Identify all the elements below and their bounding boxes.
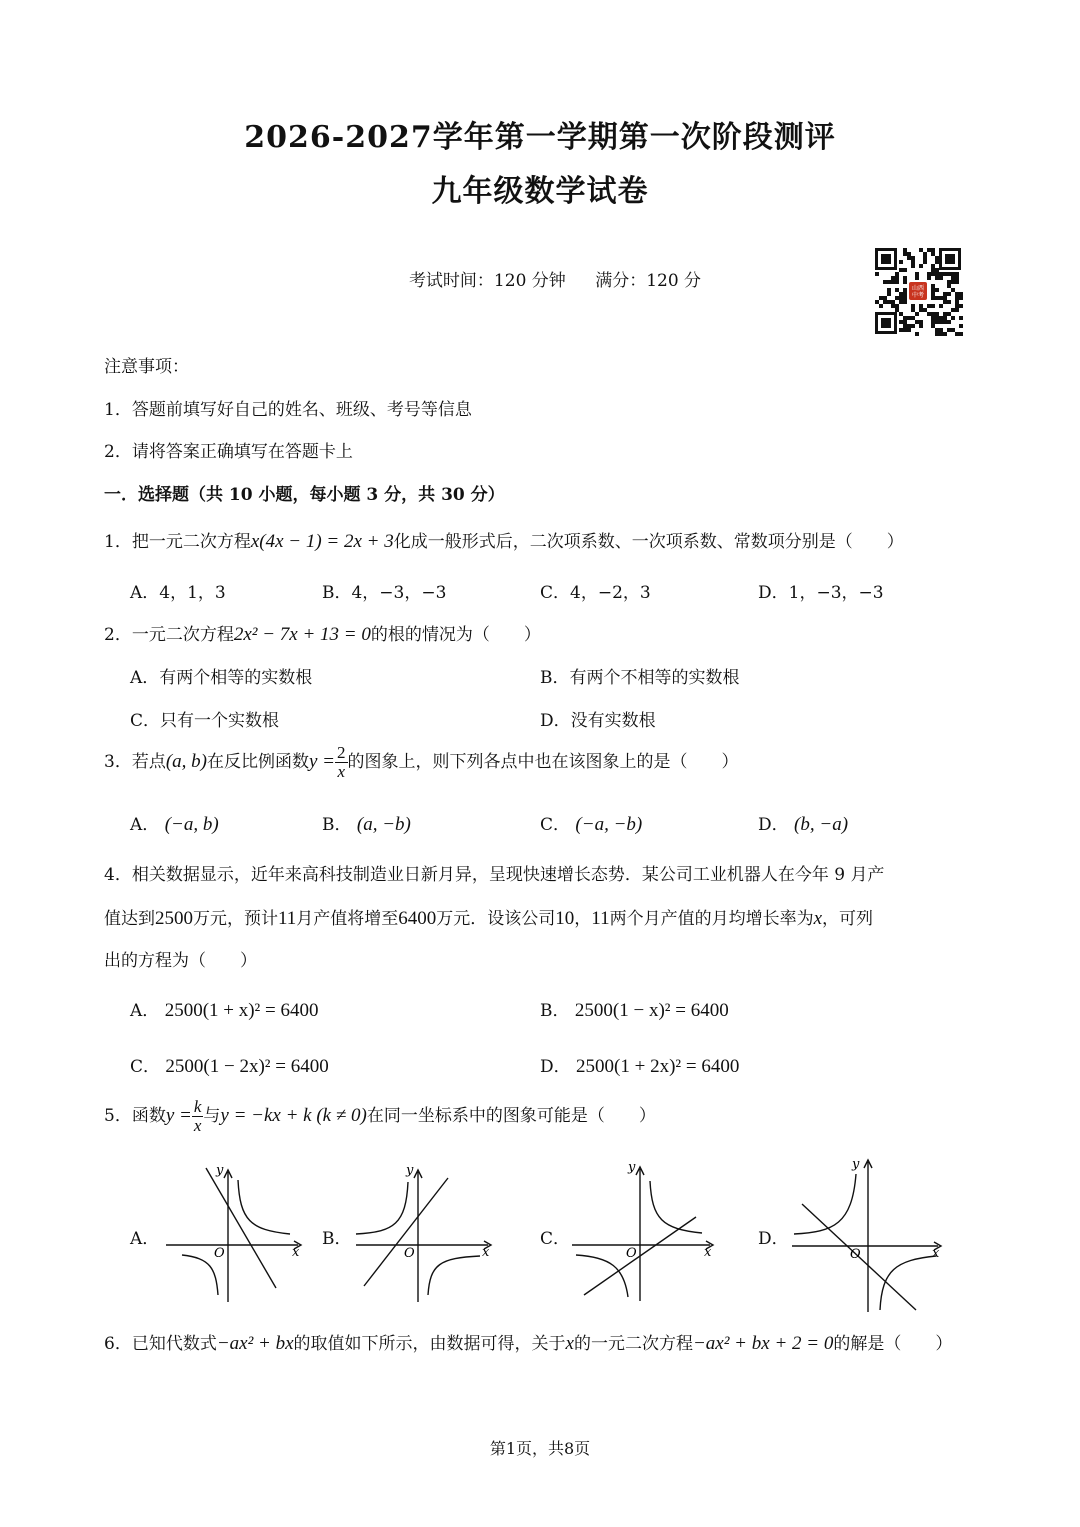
q5-option-c-label: C．: [540, 1229, 571, 1249]
exam-title-line2: 九年级数学试卷: [431, 174, 649, 209]
q5-mid: 与: [203, 1105, 221, 1126]
q3-frac-den: x: [337, 761, 346, 781]
svg-text:y: y: [852, 1157, 860, 1172]
qr-badge-line2: 中考: [911, 292, 925, 299]
q6-expr: −ax² + bx: [216, 1333, 294, 1354]
notice-item-1: 1．答题前填写好自己的姓名、班级、考号等信息: [104, 400, 472, 420]
q3-prefix: 3．若点: [104, 751, 166, 772]
q2-option-b: B．有两个不相等的实数根: [540, 668, 740, 688]
q5-option-b-label: B．: [322, 1229, 352, 1249]
notice-item-2: 2．请将答案正确填写在答题卡上: [104, 442, 353, 462]
question-5: [104, 1098, 656, 1135]
q1-option-c: C．4，−2，3: [540, 583, 651, 603]
q5-option-d-label: D．: [758, 1229, 789, 1249]
svg-text:y: y: [216, 1163, 224, 1178]
page-footer: 第1页，共8页: [489, 1439, 591, 1458]
q5-fraction: $\frac{k}{x}$: [193, 1097, 202, 1135]
q3-func-lhs: y =: [308, 750, 335, 772]
q3-fraction: [335, 744, 348, 781]
q3-frac-num: 2: [337, 743, 346, 762]
q4-option-d: D． 2500(1 + 2x)² = 6400: [540, 1056, 740, 1077]
q5-prefix: 5．函数: [104, 1105, 166, 1126]
q4-option-a: A． 2500(1 + x)² = 6400: [130, 1000, 319, 1021]
svg-text:y: y: [406, 1163, 414, 1178]
q3-option-c: C． (−a, −b): [540, 814, 643, 835]
q4-line1: 4．相关数据显示，近年来高科技制造业日新月异，呈现快速增长态势．某公司工业机器人在今年 9 月产: [104, 865, 885, 885]
question-6: 6．已知代数式−ax² + bx的取值如下所示，由数据可得，关于x的一元二次方程−ax² + bx + 2 = 0的解是（ ）: [104, 1333, 953, 1354]
svg-text:O: O: [404, 1246, 415, 1261]
svg-text:x: x: [292, 1245, 300, 1260]
q3-suffix: 的图象上，则下列各点中也在该图象上的是（ ）: [347, 751, 739, 772]
notice-heading: 注意事项：: [104, 357, 189, 377]
q2-suffix: 的根的情况为（ ）: [370, 625, 541, 645]
q1-equation: x(4x − 1) = 2x + 3: [250, 531, 394, 552]
q5-suffix: 在同一坐标系中的图象可能是（ ）: [366, 1105, 656, 1126]
q1-option-b: B．4，−3，−3: [322, 583, 447, 603]
q3-option-d: D． (b, −a): [758, 814, 849, 835]
q3-point: (a, b): [165, 750, 207, 772]
q3-mid: 在反比例函数: [206, 751, 309, 772]
section-heading: 一．选择题（共 10 小题，每小题 3 分，共 30 分）: [104, 485, 505, 505]
q1-suffix: 化成一般形式后，二次项系数、一次项系数、常数项分别是（ ）: [393, 532, 904, 552]
svg-text:O: O: [850, 1247, 861, 1262]
q2-option-a: A．有两个相等的实数根: [130, 668, 313, 688]
svg-text:x: x: [932, 1246, 940, 1261]
q3-option-a: A． (−a, b): [130, 814, 219, 835]
q2-equation: 2x² − 7x + 13 = 0: [233, 624, 371, 645]
q2-prefix: 2．一元二次方程: [104, 625, 234, 645]
question-1: [104, 527, 904, 553]
qr-badge-line1: 山西: [911, 285, 925, 292]
qr-code-icon: [873, 246, 963, 336]
q5-graph-c: [568, 1155, 723, 1305]
q5-f2: y = −kx + k (k ≠ 0): [220, 1104, 367, 1126]
q5-graph-d: [788, 1150, 948, 1315]
svg-text:x: x: [482, 1245, 490, 1260]
q1-prefix: 1．把一元二次方程: [104, 532, 251, 552]
q5-f1-lhs: y =: [165, 1104, 192, 1126]
exam-title-line1: 2026-2027学年第一学期第一次阶段测评: [244, 120, 836, 155]
q5-graph-b: [350, 1160, 500, 1305]
q4-line2: 值达到2500万元，预计11月产值将增至6400万元．设该公司10，11两个月产值的月均增长率为x，可列: [104, 908, 874, 929]
q5-graph-a: [160, 1160, 310, 1305]
q2-option-c: C．只有一个实数根: [130, 711, 280, 731]
question-3: [104, 744, 739, 781]
q4-option-c: C． 2500(1 − 2x)² = 6400: [130, 1056, 329, 1077]
exam-time: 考试时间：120 分钟: [408, 271, 566, 291]
full-score: 满分：120 分: [595, 271, 702, 291]
q2-option-d: D．没有实数根: [540, 711, 656, 731]
svg-text:O: O: [214, 1246, 225, 1261]
q1-option-d: D．1，−3，−3: [758, 583, 884, 603]
svg-text:x: x: [704, 1245, 712, 1260]
svg-text:y: y: [628, 1160, 636, 1175]
svg-text:O: O: [626, 1246, 637, 1261]
q4-line3: 出的方程为（ ）: [104, 951, 257, 971]
q4-option-b: B． 2500(1 − x)² = 6400: [540, 1000, 729, 1021]
q6-equation: −ax² + bx + 2 = 0: [692, 1333, 834, 1354]
q3-option-b: B． (a, −b): [322, 814, 411, 835]
question-2: [104, 620, 541, 646]
q5-option-a-label: A．: [130, 1229, 160, 1249]
q1-option-a: A．4，1，3: [130, 583, 226, 603]
